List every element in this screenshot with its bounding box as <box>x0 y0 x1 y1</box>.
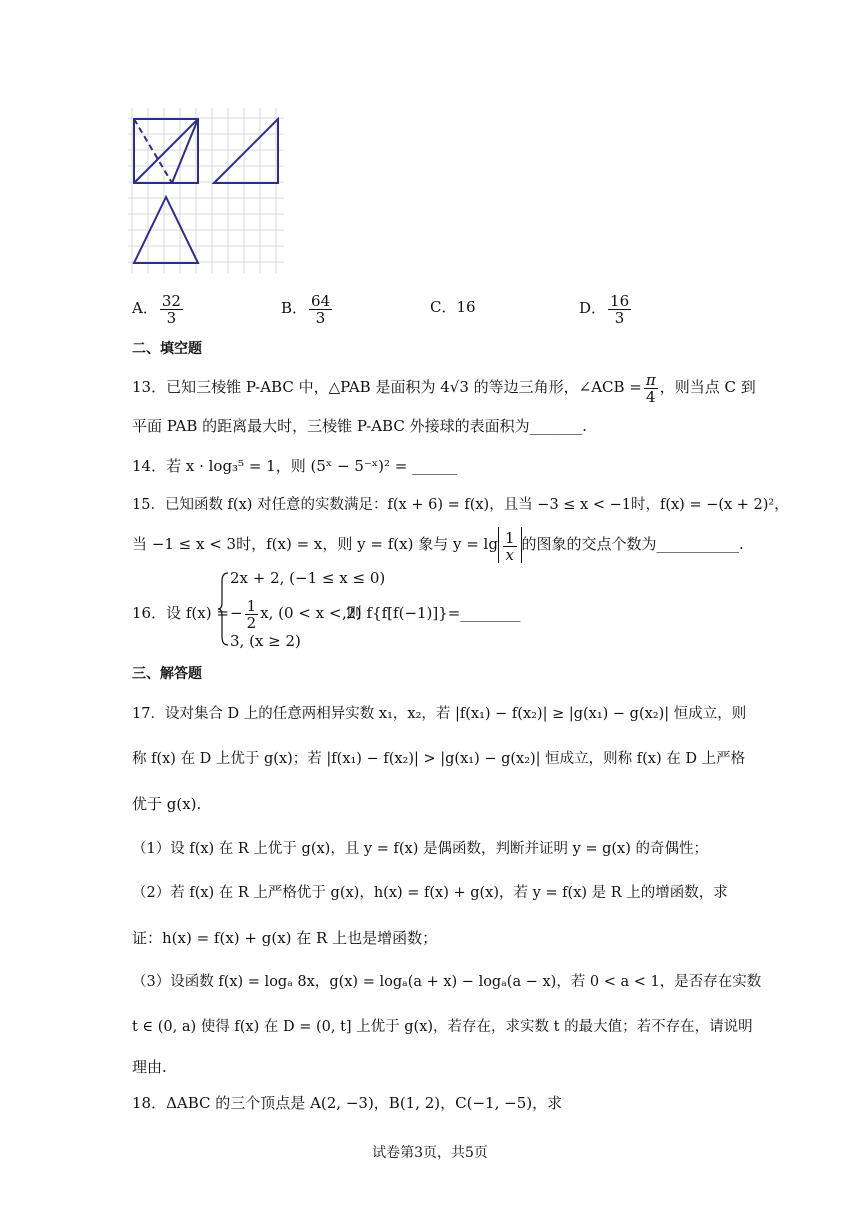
piecewise-case-3: 3, (x ≥ 2) <box>230 632 301 650</box>
three-view-figure <box>128 108 288 278</box>
page-footer: 试卷第3页，共5页 <box>372 1145 488 1161</box>
question-17-part3-line2: t ∈ (0, a) 使得 f(x) 在 D = (0, t] 上优于 g(x)，若存在，求实数 t 的最大值；若不存在，请说明 <box>132 1019 753 1035</box>
piecewise-case-2: − $\frac{1}{2}$ x, (0 < x < 2) <box>230 596 362 632</box>
question-16-suffix: ,则 f{f[f(−1)]}=________ <box>342 604 521 622</box>
question-17-part3-line3: 理由. <box>132 1058 167 1076</box>
question-17-part1: （1）设 f(x) 在 R 上优于 g(x)，且 y = f(x) 是偶函数，判断并证明 y = g(x) 的奇偶性； <box>132 841 709 857</box>
option-c: C．16 <box>430 298 476 316</box>
question-15-line2: 当 −1 ≤ x < 3时，f(x) = x，则 y = f(x) 象与 y = lg $\frac{1}{x}$ 的图象的交点个数为___________. <box>132 528 744 564</box>
piecewise-brace <box>218 571 230 647</box>
front-view <box>134 119 198 183</box>
option-d: D． $\frac{16}{3}$ <box>579 291 630 327</box>
question-17-line2: 称 f(x) 在 D 上优于 g(x)；若 |f(x₁) − f(x₂)| > |g(x₁) − g(x₂)| 恒成立，则称 f(x) 在 D 上严格 <box>132 751 746 767</box>
question-17-part2-line1: （2）若 f(x) 在 R 上严格优于 g(x)，h(x) = f(x) + g(x)，若 y = f(x) 是 R 上的增函数，求 <box>132 885 728 901</box>
section-fill-in: 二、填空题 <box>132 341 202 357</box>
grid <box>128 108 284 273</box>
side-view <box>214 119 278 183</box>
section-answer: 三、解答题 <box>132 666 202 682</box>
question-18: 18．ΔABC 的三个顶点是 A(2, −3)，B(1, 2)，C(−1, −5)，求 <box>132 1094 563 1112</box>
question-13-line2: 平面 PAB 的距离最大时，三棱锥 P-ABC 外接球的表面积为_______. <box>132 417 587 435</box>
question-14: 14．若 x · log₃⁵ = 1，则 (5ˣ − 5⁻ˣ)² = ______ <box>132 457 458 475</box>
question-17-part3-line1: （3）设函数 f(x) = logₐ 8x，g(x) = logₐ(a + x) − logₐ(a − x)，若 0 < a < 1，是否存在实数 <box>132 974 762 990</box>
option-b: B． $\frac{64}{3}$ <box>281 291 331 327</box>
question-15-line1: 15．已知函数 f(x) 对任意的实数满足：f(x + 6) = f(x)，且当 −3 ≤ x < −1时，f(x) = −(x + 2)²， <box>132 497 789 513</box>
question-17-part2-line2: 证：h(x) = f(x) + g(x) 在 R 上也是增函数； <box>132 929 438 947</box>
question-16-prefix: 16．设 f(x) = <box>132 604 229 622</box>
piecewise-case-1: 2x + 2, (−1 ≤ x ≤ 0) <box>230 569 386 587</box>
question-17-line1: 17．设对集合 D 上的任意两相异实数 x₁，x₂，若 |f(x₁) − f(x₂)| ≥ |g(x₁) − g(x₂)| 恒成立，则 <box>132 706 747 722</box>
question-13-line1: 13．已知三棱锥 P-ABC 中，△PAB 是面积为 4√3 的等边三角形，∠ACB = $\frac{\pi}{4}$ ，则当点 C 到 <box>132 370 756 406</box>
question-17-line3: 优于 g(x). <box>132 795 202 813</box>
option-a: A． $\frac{32}{3}$ <box>132 291 181 327</box>
